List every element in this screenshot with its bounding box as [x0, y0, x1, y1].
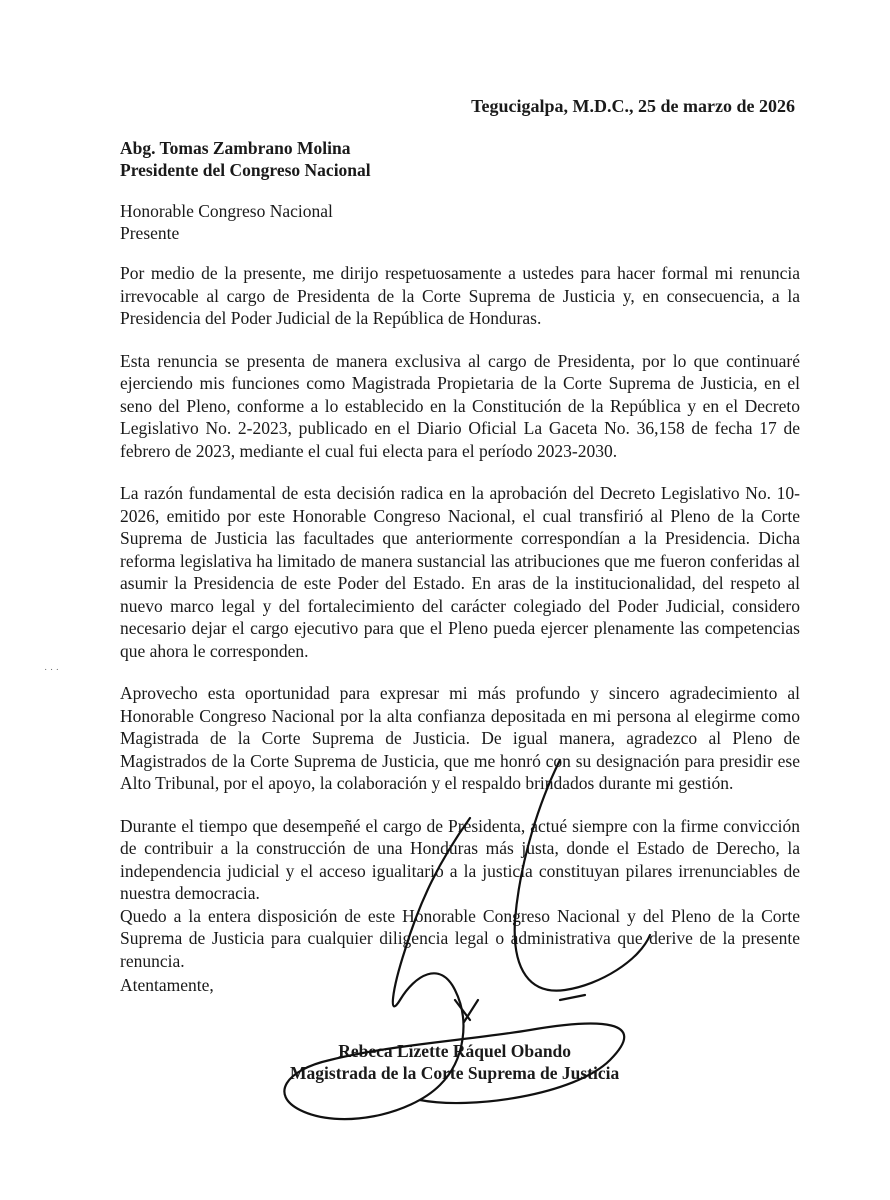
addressee-block [120, 137, 371, 181]
signer-name: Rebeca Lizette Ráquel Obando [338, 1041, 572, 1061]
paragraph: Esta renuncia se presenta de manera exclusiva al cargo de Presidenta, por lo que continuaré ejerciendo mis funciones como Magistrada Propietaria de la Corte Suprema de Justicia, en el seno del Pleno, conforme a lo establecido en la Constitución de la República y en el Decreto Legislativo No. 2-2023, publicado en el Diario Oficial La Gaceta No. 36,158 de fecha 17 de febrero de 2023, mediante el cual fui electa para el período 2023-2030. [120, 350, 800, 461]
greeting-block [120, 200, 333, 244]
addressee-title: Presidente del Congreso Nacional [120, 160, 371, 180]
letter-body [120, 262, 800, 997]
paragraph: Durante el tiempo que desempeñé el cargo de Presidenta, actué siempre con la firme convicción de contribuir a la construcción de una Honduras más justa, donde el Estado de Derecho, la independencia judicial y el acceso igualitario a la justicia constituyan pilares irrenunciables de nuestra democracia. [120, 815, 800, 903]
greeting-line-2: Presente [120, 223, 180, 243]
addressee-name: Abg. Tomas Zambrano Molina [120, 138, 351, 158]
paragraph: La razón fundamental de esta decisión radica en la aprobación del Decreto Legislativo No. 10-2026, emitido por este Honorable Congreso Nacional, el cual transfirió al Pleno de la Corte Suprema de Justicia las facultades que anteriormente correspondían a la Presidencia. Dicha reforma legislativa ha limitado de manera sustancial las atribuciones que me fueron conferidas al asumir la Presidencia de este Poder del Estado. En aras de la institucionalidad, del respeto al nuevo marco legal y del fortalecimiento del carácter colegiado del Poder Judicial, considero necesario dejar el cargo ejecutivo para que el Pleno pueda ejercer plenamente las competencias que ahora le corresponden. [120, 483, 800, 661]
scan-speck: ˙ ˙ ˙ [44, 668, 59, 679]
paragraph: Quedo a la entera disposición de este Honorable Congreso Nacional y del Pleno de la Corte Suprema de Justicia para cualquier diligencia legal o administrativa que derive de la presente renuncia. [120, 905, 800, 971]
paragraph: Aprovecho esta oportunidad para expresar mi más profundo y sincero agradecimiento al Honorable Congreso Nacional por la alta confianza depositada en mi persona al elegirme como Magistrada de la Corte Suprema de Justicia. De igual manera, agradezco al Pleno de Magistrados de la Corte Suprema de Justicia, que me honró con su designación para presidir ese Alto Tribunal, por el apoyo, la colaboración y el respaldo brindados durante mi gestión. [120, 683, 800, 793]
greeting-line-1: Honorable Congreso Nacional [120, 201, 333, 221]
signer-title: Magistrada de la Corte Suprema de Justicia [290, 1063, 620, 1083]
letter-date: Tegucigalpa, M.D.C., 25 de marzo de 2026 [471, 96, 795, 116]
signature-block [290, 1040, 619, 1084]
closing: Atentamente, [120, 975, 214, 995]
paragraph: Por medio de la presente, me dirijo respetuosamente a ustedes para hacer formal mi renuncia irrevocable al cargo de Presidenta de la Corte Suprema de Justicia y, en consecuencia, a la Presidencia del Poder Judicial de la República de Honduras. [120, 263, 800, 328]
